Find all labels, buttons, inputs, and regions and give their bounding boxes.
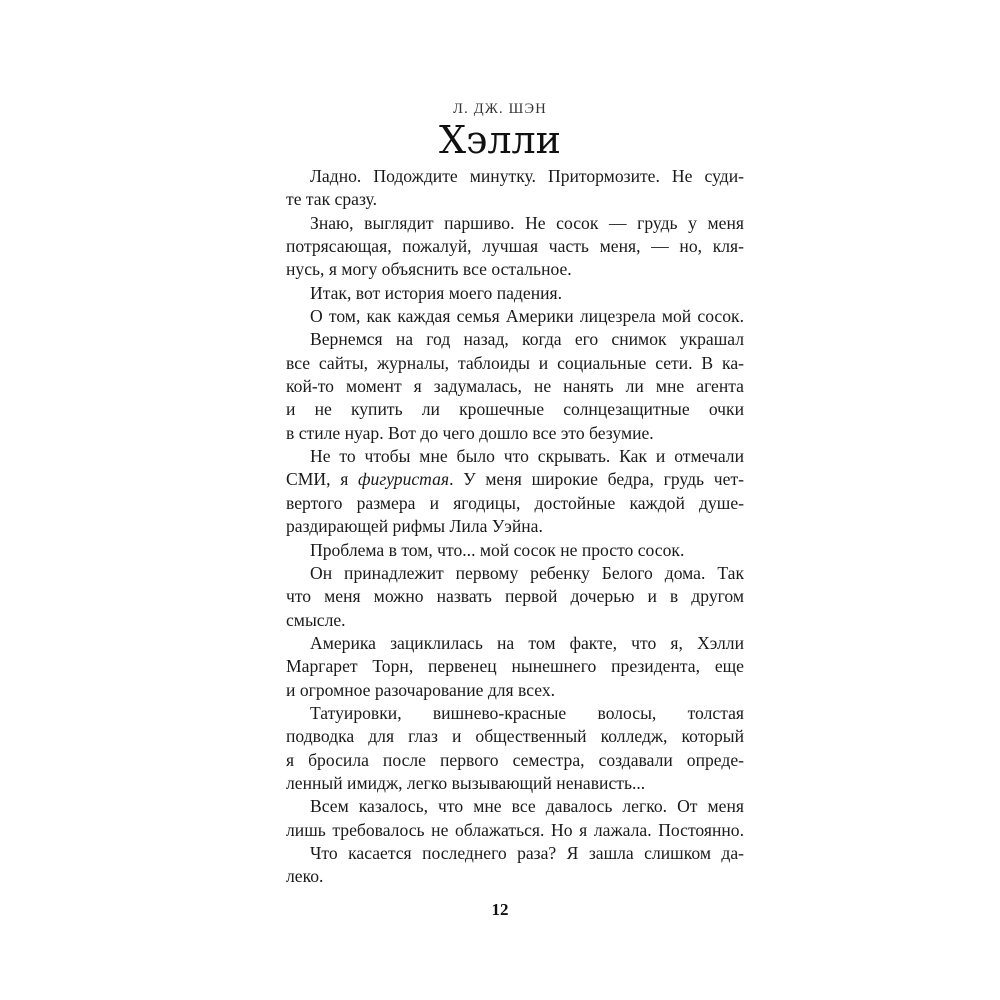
text-line: О том, как каждая семья Америки лицезрела мой сосок. — [310, 306, 744, 327]
text-line: Он принадлежит первому ребенку Белого дома. Так — [310, 562, 744, 583]
text-line: Ладно. Подождите минутку. Притормозите. Не суди- — [310, 166, 744, 186]
text-line: смысле. — [286, 609, 346, 630]
text-line: все сайты, журналы, таблоиды и социальные сети. В ка- — [286, 352, 744, 373]
text-line: кой-то момент я задумалась, не нанять ли мне агента — [286, 376, 744, 397]
text-line: СМИ, я фигуристая. У меня широкие бедра, грудь чет- — [286, 469, 744, 490]
body-text — [286, 165, 744, 889]
text-line: те так сразу. — [286, 189, 377, 210]
text-line: вертого размера и ягодицы, достойные каждой душе- — [286, 492, 744, 513]
text-line: и огромное разочарование для всех. — [286, 679, 556, 700]
text-line: Маргарет Торн, первенец нынешнего президента, еще — [286, 656, 744, 677]
text-line: подводка для глаз и общественный колледж, который — [286, 726, 744, 747]
text-line: Проблема в том, что... мой сосок не просто сосок. — [310, 539, 685, 560]
text-line: раздирающей рифмы Лила Уэйна. — [286, 516, 543, 537]
text-line: Всем казалось, что мне все давалось легко. От меня — [310, 796, 744, 817]
page-number: 12 — [491, 900, 509, 919]
text-line: леко. — [286, 866, 324, 887]
text-line: в стиле нуар. Вот до чего дошло все это безумие. — [286, 422, 654, 443]
text-line: и не купить ли крошечные солнцезащитные очки — [286, 399, 744, 420]
text-line: ленный имидж, легко вызывающий ненависть... — [286, 772, 646, 793]
running-head-author: Л. ДЖ. ШЭН — [453, 101, 547, 117]
text-line: Знаю, выглядит паршиво. Не сосок — грудь у меня — [310, 212, 744, 233]
text-line: я бросила после первого семестра, создавали опреде- — [286, 749, 744, 770]
text-line: что меня можно назвать первой дочерью и в другом — [286, 586, 744, 607]
text-line: Вернемся на год назад, когда его снимок украшал — [310, 329, 744, 350]
text-line: Итак, вот история моего падения. — [310, 282, 563, 303]
emphasis: фигуристая — [358, 469, 450, 490]
text-line: потрясающая, пожалуй, лучшая часть меня, — но, кля- — [286, 236, 744, 257]
text-line: Америка зациклилась на том факте, что я, Хэлли — [310, 632, 744, 653]
text-line: Что касается последнего раза? Я зашла слишком да- — [310, 842, 744, 863]
text-line: лишь требовалось не облажаться. Но я лажала. Постоянно. — [286, 819, 744, 840]
text-line: нусь, я могу объяснить все остальное. — [286, 259, 572, 280]
text-line: Татуировки, вишнево-красные волосы, толстая — [310, 702, 744, 723]
text-line: Не то чтобы мне было что скрывать. Как и отмечали — [310, 446, 744, 467]
chapter-title: Хэлли — [439, 118, 561, 162]
